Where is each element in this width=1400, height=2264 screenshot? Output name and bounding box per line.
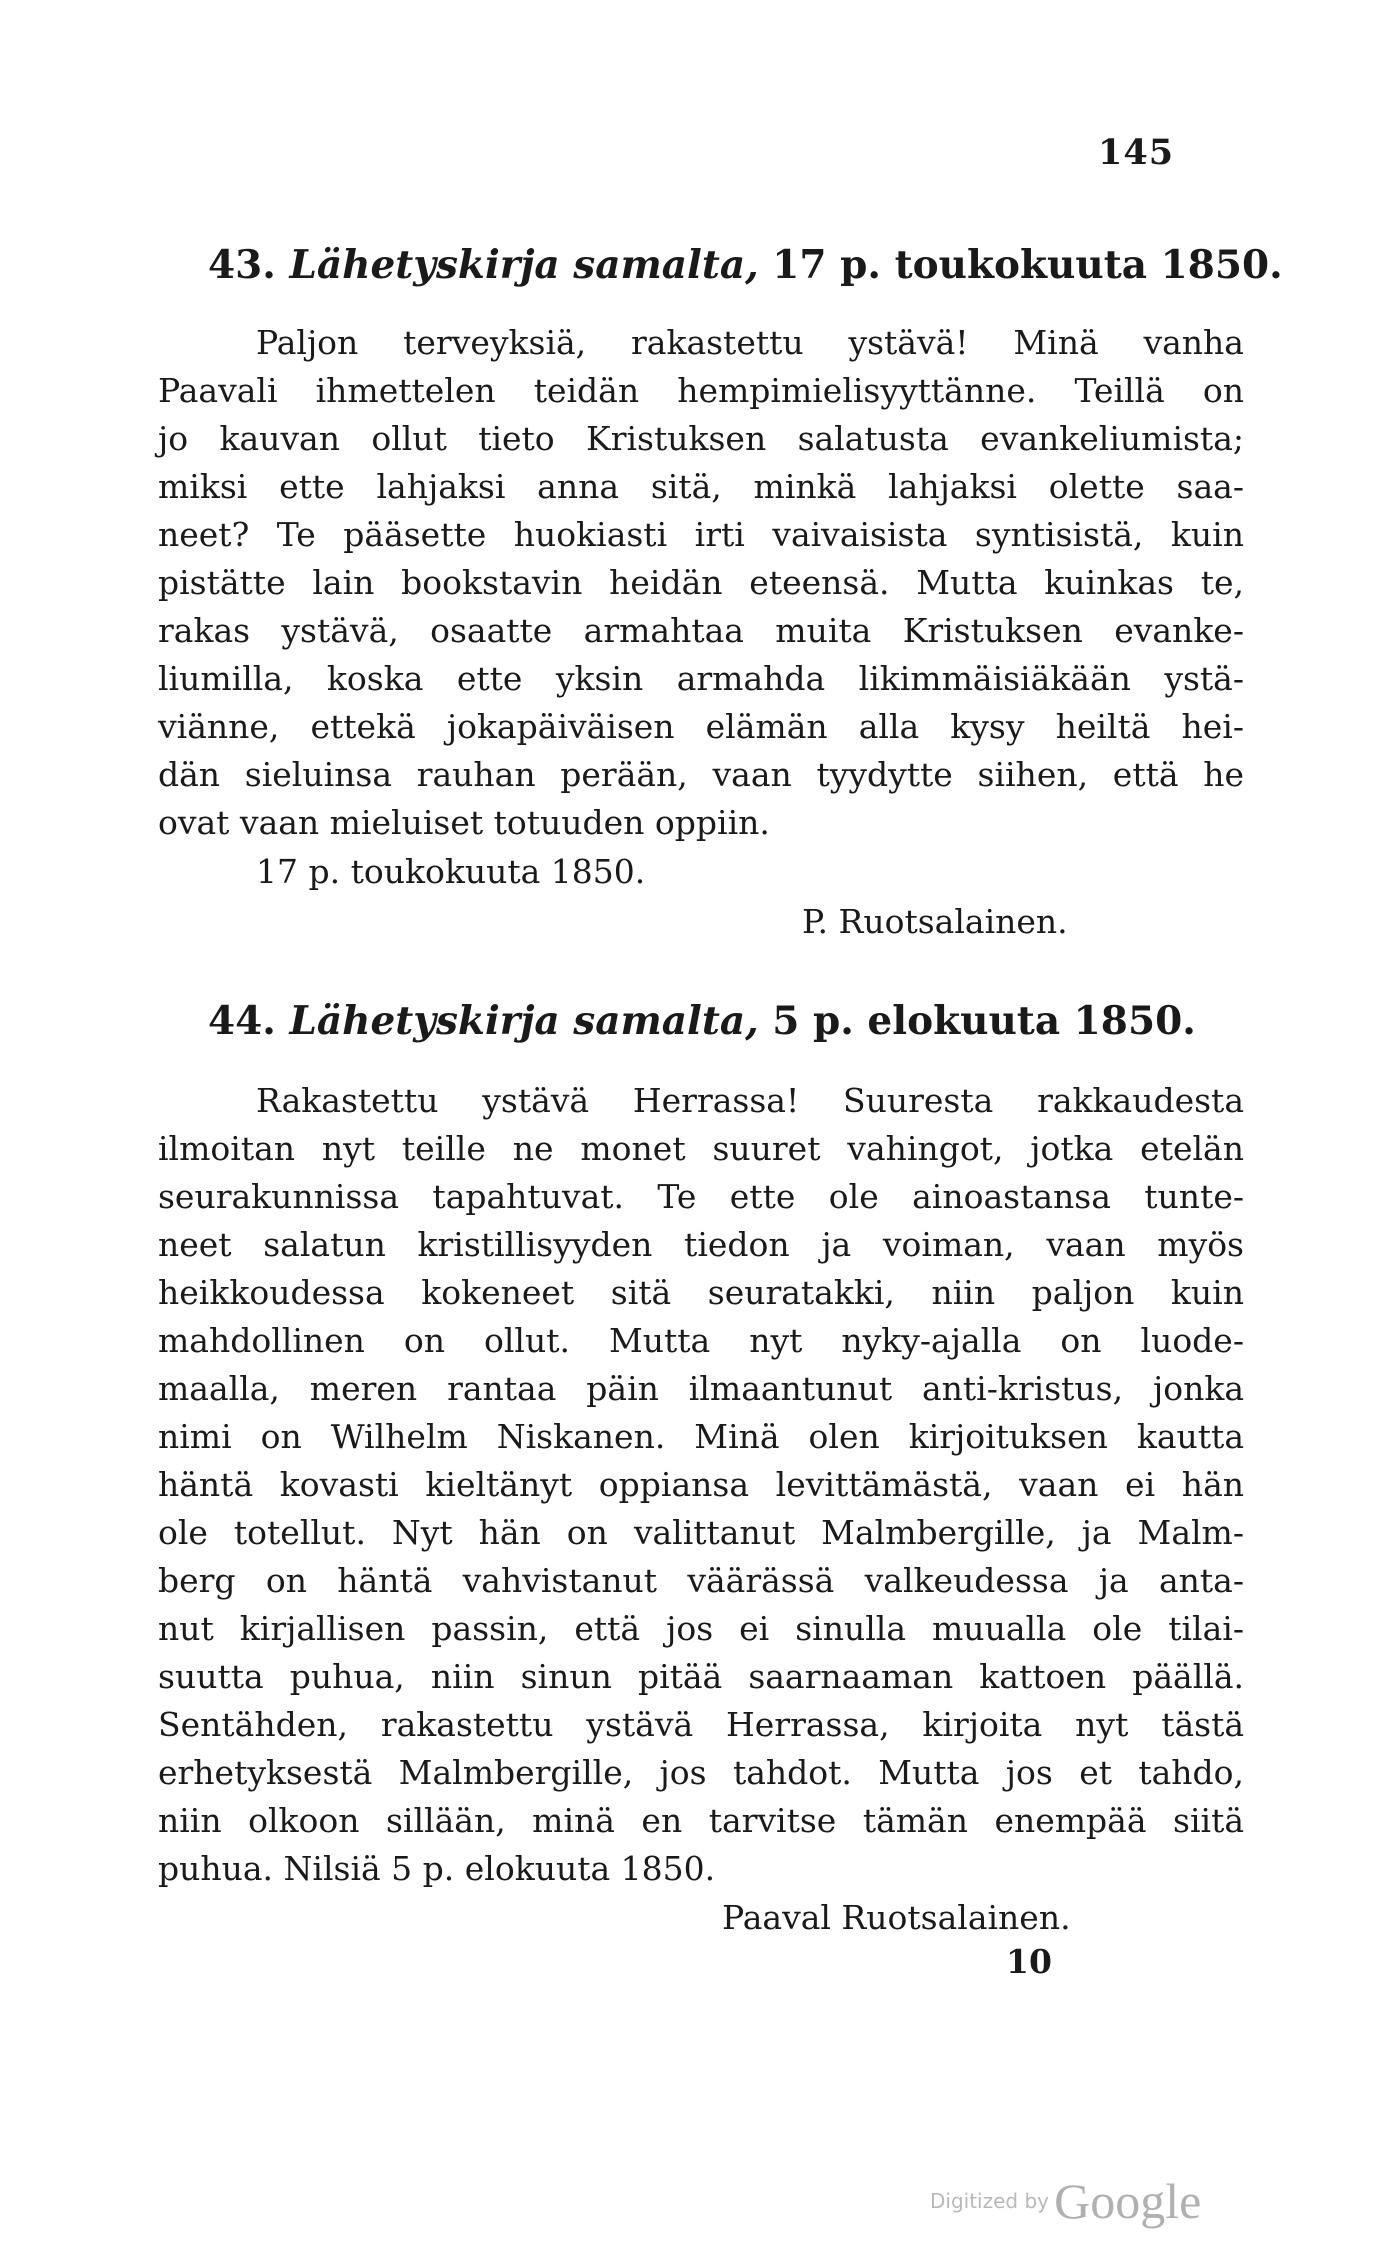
text-line: neet? Te pääsette huokiasti irti vaivaisista syntisistä, kuin [158, 515, 1244, 554]
text-line: berg on häntä vahvistanut väärässä valkeudessa ja anta- [158, 1561, 1244, 1600]
text-line: maalla, meren rantaa päin ilmaantunut anti-kristus, jonka [158, 1369, 1244, 1408]
letter-date: 17 p. toukokuuta 1850. [772, 242, 1283, 288]
letter-44-heading [208, 998, 1196, 1044]
google-logo: Google [1054, 2173, 1202, 2229]
letter-title: Lähetyskirja samalta, [289, 242, 759, 288]
text-line: rakas ystävä, osaatte armahtaa muita Kristuksen evanke- [158, 611, 1244, 650]
page-number: 145 [1098, 132, 1175, 173]
text-line: jo kauvan ollut tieto Kristuksen salatusta evankeliumista; [158, 419, 1244, 458]
text-line: ilmoitan nyt teille ne monet suuret vahingot, jotka etelän [158, 1129, 1244, 1168]
text-line: Paljon terveyksiä, rakastettu ystävä! Minä vanha [256, 323, 1244, 362]
letter-43-signature: P. Ruotsalainen. [802, 902, 1068, 941]
text-line: suutta puhua, niin sinun pitää saarnaaman kattoen päällä. [158, 1657, 1244, 1696]
text-line: heikkoudessa kokeneet sitä seuratakki, niin paljon kuin [158, 1273, 1244, 1312]
watermark-prefix: Digitized by [930, 2189, 1049, 2213]
text-line: ovat vaan mieluiset totuuden oppiin. [158, 803, 770, 842]
letter-43-closing-date: 17 p. toukokuuta 1850. [256, 852, 646, 891]
text-line: häntä kovasti kieltänyt oppiansa levittämästä, vaan ei hän [158, 1465, 1244, 1504]
text-line: Paavali ihmettelen teidän hempimielisyyttänne. Teillä on [158, 371, 1244, 410]
letter-43-heading [208, 242, 1283, 288]
text-line: niin olkoon sillään, minä en tarvitse tämän enempää siitä [158, 1801, 1244, 1840]
sheet-signature-mark: 10 [1006, 1942, 1052, 1981]
letter-date: 5 p. elokuuta 1850. [772, 998, 1196, 1044]
letter-title: Lähetyskirja samalta, [289, 998, 759, 1044]
text-line: neet salatun kristillisyyden tiedon ja voiman, vaan myös [158, 1225, 1244, 1264]
text-line: dän sieluinsa rauhan perään, vaan tyydytte siihen, että he [158, 755, 1244, 794]
digitized-watermark [930, 2172, 1201, 2230]
text-line: Sentähden, rakastettu ystävä Herrassa, kirjoita nyt tästä [158, 1705, 1244, 1744]
text-line: viänne, ettekä jokapäiväisen elämän alla kysy heiltä hei- [158, 707, 1244, 746]
text-line: puhua. Nilsiä 5 p. elokuuta 1850. [158, 1849, 716, 1888]
text-line: mahdollinen on ollut. Mutta nyt nyky-ajalla on luode- [158, 1321, 1244, 1360]
text-line: Rakastettu ystävä Herrassa! Suuresta rakkaudesta [256, 1081, 1244, 1120]
text-line: liumilla, koska ette yksin armahda likimmäisiäkään ystä- [158, 659, 1244, 698]
text-line: seurakunnissa tapahtuvat. Te ette ole ainoastansa tunte- [158, 1177, 1244, 1216]
text-line: erhetyksestä Malmbergille, jos tahdot. Mutta jos et tahdo, [158, 1753, 1244, 1792]
text-line: ole totellut. Nyt hän on valittanut Malmbergille, ja Malm- [158, 1513, 1244, 1552]
text-line: nut kirjallisen passin, että jos ei sinulla muualla ole tilai- [158, 1609, 1244, 1648]
text-line: miksi ette lahjaksi anna sitä, minkä lahjaksi olette saa- [158, 467, 1244, 506]
text-line: pistätte lain bookstavin heidän eteensä. Mutta kuinkas te, [158, 563, 1244, 602]
letter-number: 44. [208, 998, 276, 1044]
letter-number: 43. [208, 242, 276, 288]
text-line: nimi on Wilhelm Niskanen. Minä olen kirjoituksen kautta [158, 1417, 1244, 1456]
letter-44-signature: Paaval Ruotsalainen. [722, 1898, 1071, 1937]
